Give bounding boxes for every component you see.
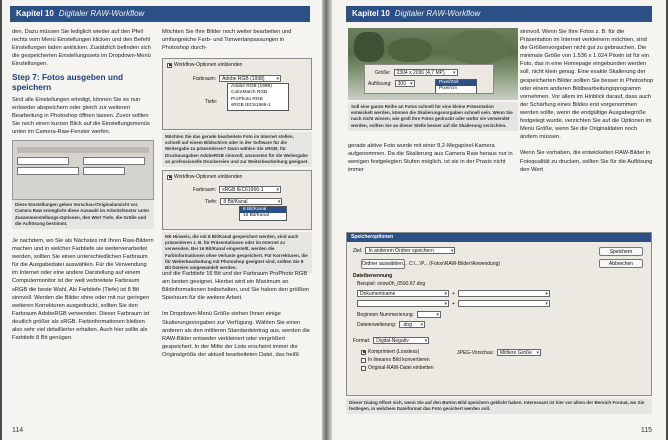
resolution-unit-menu <box>435 79 477 94</box>
linear-checkbox[interactable] <box>361 358 366 363</box>
jpeg-preview-label: JPEG-Vorschau: <box>457 349 494 356</box>
colorspace-menu <box>227 83 289 111</box>
menu-item[interactable]: ProPhoto RGB <box>231 96 263 102</box>
step-heading: Step 7: Fotos ausgeben und speichern <box>12 72 124 93</box>
size-select[interactable]: 2304 x 2036 (4,7 MP) ▾ <box>394 69 458 76</box>
figure-caption: Soll eine ganze Reihe an Fotos schnell für eine kleine Präsentation entwickelt werden, können die Skalierungsvorgaben schnell sein. Wenn Sie nach nicht wissen, wie groß Ihre Fotos gedruckt oder wofür sie verwendet werden, sollten Sie an dieser Stelle besser auf die Skalierung verzichten. <box>348 102 518 131</box>
workflow-options-dialog-2 <box>162 170 312 230</box>
option-label: In lineares Bild konvertieren <box>368 357 430 363</box>
colorspace-select[interactable]: sRGB IEC61966-1 ▾ <box>219 186 281 193</box>
chapter-header: Kapitel 10 Digitaler RAW-Workflow <box>10 6 310 22</box>
menu-item[interactable]: Adobe RGB (1998) <box>231 84 272 89</box>
name-field-1[interactable]: Dokumentname ▾ <box>357 290 449 297</box>
menu-item[interactable]: Pixel/Zoll <box>436 80 476 86</box>
embed-raw-checkbox[interactable] <box>361 366 366 371</box>
dialog-title: Workflow-Optionen einblenden <box>174 62 243 68</box>
colorspace-label: Farbraum: <box>193 75 217 82</box>
extension-label: Dateierweiterung: <box>357 321 397 328</box>
colorspace-select[interactable]: Adobe RGB (1998) ▾ <box>219 75 281 82</box>
paragraph: gerade aktive Foto wurde mit einer 8,2-Megapixel-Kamera aufgenommen. Da die Skalierung aus Camera Raw heraus nur in wenigen festgelegten Stufen möglich, ist sie in der Praxis nicht immer <box>348 143 513 174</box>
compressed-checkbox[interactable] <box>361 350 366 355</box>
naming-example: Beispiel: snow0h_0590.67.dng <box>357 281 426 287</box>
save-options-dialog: Speicheroptionen Ziel: In anderem Ordner speichern ▾ Ordner auswählen... C:\...\P... (Fotos\RAW-Bilder\Anwendung) Dateibenennung Beispiel: snow0h_0590.67.dng Dokumentname ▾ + ▾ ▾ + ▾ Beginnen Nummerierung: ▾ Dateierweiterung: .dng ▾ Format: Digital-Negativ ▾ Komprimiert (Lossless) In lineares Bild konvertieren Original-RAW-Datei einbetten JPEG-Vorschau: Mittlere Größe ▾ Speichern Abbrechen <box>346 232 652 396</box>
workflow-checkbox[interactable] <box>167 175 172 180</box>
depth-select[interactable]: 8 Bit/Kanal ▾ <box>220 198 282 205</box>
page-number: 114 <box>12 427 24 434</box>
numbering-label: Beginnen Nummerierung: <box>357 311 414 318</box>
dialog-titlebar: Speicheroptionen <box>347 233 651 242</box>
size-label: Größe: <box>375 69 391 76</box>
menu-item[interactable]: Pixel/cm <box>439 86 458 92</box>
option-label: Komprimiert (Lossless) <box>368 349 420 355</box>
target-label: Ziel: <box>353 247 363 254</box>
naming-section-title: Dateibenennung <box>353 273 393 279</box>
page-number: 115 <box>640 427 652 434</box>
workflow-options-dialog <box>162 58 312 130</box>
figure-caption: Dieser Dialog öffnet sich, wenn Sie auf den Button Bild speichern geklickt haben. Interessant ist hier vor allem der Bereich Format, wo Sie festlegen, in welchem Dateiformat das Foto gesichert werden soll. <box>346 398 652 414</box>
right-page <box>332 0 666 440</box>
colorspace-label: Farbraum: <box>193 186 217 193</box>
depth-label: Tiefe: <box>205 198 218 205</box>
book-gutter <box>322 0 332 440</box>
save-button[interactable]: Speichern <box>599 247 643 256</box>
jpeg-preview-select[interactable]: Mittlere Größe ▾ <box>497 349 541 356</box>
workflow-checkbox[interactable] <box>167 63 172 68</box>
name-field-3[interactable] <box>357 300 449 307</box>
dialog-title: Workflow-Optionen einblenden <box>174 174 243 180</box>
paragraph: und die Farbtiefe 16 Bit und der Farbraum ProPhoto RGB am besten geeignet. Hierbei wird ein Maximum an Bildinformationen beibehalten, und Sie haben den größten Spielraum für die weitere Arbeit. Im Dropdown-Menü Größe stehen Ihnen einige Skalierungsvorgaben zur Verfügung. Wählen Sie einen anderen als den mittleren Standardeintrag aus, werden die RAW-Bilder entweder verkleinert oder vergrößert gespeichert. In der Mitte der Liste erscheint immer die Originalgröße der aktuell bearbeiteten Datei, das heißt <box>162 271 310 358</box>
photo <box>348 28 518 100</box>
format-label: Format: <box>353 337 371 344</box>
paragraph: Je nachdem, wo Sie als Nächstes mit Ihren Raw-Bildern machen und in welcher Farbtiefe sie weiterverarbeitet werden, sollten Sie einen unterschiedlichen Farbraum für die Ausgabedatei auswählen. Für die Verwendung im Internet oder eine andere Darstellung auf einem Computermonitor ist der weit verbreitete Farbraum sRGB die beste Wahl. Als Farbtiefe (Tiefe) ist 8 Bit sinnvoll. Werden die Bilder ohne oder mit nur geringen weiteren Korrekturen ausgedruckt, sollten Sie den Farbraum AdobeRGB verwenden. Dieser Farbraum ist deutlich größer als sRGB. Farbinformationen bleiben also sehr viel detaillierter erhalten. Auch hier sollte als Farbtiefe 8 Bit genügen. <box>12 237 154 342</box>
format-select[interactable]: Digital-Negativ ▾ <box>373 337 429 344</box>
menu-item[interactable]: 16 Bit/Kanal <box>243 213 269 219</box>
target-select[interactable]: In anderem Ordner speichern ▾ <box>365 247 455 254</box>
figure-caption: Mit Hinweis, die mit 8 Bit/Kanal gespeichert werden, sind auch präsentieren z. B. für Präsentationen oder im Internet zu verwenden. Bei 16 Bit/Kanal eingestellt, werden die Farbinformationen ohne Verluste gespeichert. Für Korrekturen, die für Weiterbearbeitung mit Photoshop geeignet sind, sollten Sie 8 Bit Dateien umgewandelt werden. <box>162 232 312 273</box>
paragraph: Sind alle Einstellungen erledigt, können Sie es nun entweder abspeichern oder gleich zur weiteren Bearbeitung in Photoshop öffnen lassen. Zuvor sollten Sie noch einen kurzen Blick auf die Einstellungsmenüs unten im Camera-Raw-Fenster werfen. <box>12 96 150 136</box>
folder-path: C:\...\P... (Fotos\RAW-Bilder\Anwendung) <box>409 261 501 267</box>
resolution-input[interactable]: 300 ▾ <box>395 80 415 87</box>
left-column-2 <box>162 28 312 52</box>
extension-select[interactable]: .dng ▾ <box>399 321 425 328</box>
paragraph: den. Dazu müssen Sie lediglich wieder auf den Pfeil rechts vom Menü Einstellungen klicken und den Befehl Einstellungen laden anklicken. Zusätzlich befinden sich die gespeicherten Einstellungssets im Dropdown-Menü Einstellungen. <box>12 29 151 68</box>
size-dialog <box>364 64 494 94</box>
cancel-button[interactable]: Abbrechen <box>599 259 643 268</box>
left-column-1 <box>12 28 154 342</box>
option-label: Original-RAW-Datei einbetten <box>368 365 434 371</box>
left-page <box>2 0 322 440</box>
numbering-input[interactable] <box>417 311 441 318</box>
figure-caption: Diese Einstellungen geben Vorschau-/Originalansicht vor. Camera Raw ermöglicht diese Auswahl im Arbeitsfenster unter Zusammenstellungs-Optionen, den Wert Tiefe, die Größe und die Auflösung bestimmt. <box>12 200 154 229</box>
depth-menu <box>239 206 287 221</box>
chapter-header: Kapitel 10 Digitaler RAW-Workflow <box>346 6 652 22</box>
screenshot-placeholder <box>12 140 154 200</box>
paragraph: Möchten Sie Ihre Bilder noch weiter bearbeiten und umfangreiche Farb- und Tonwertanpassungen in Photoshop durch- <box>162 29 292 52</box>
figure-caption: Möchten Sie das gerade bearbeitete Foto im Internet stellen, schnell auf einem Bildschirm oder in der Software für die Weitergabe zu präsentieren? Dann wählen Sie sRGB; für Druckausgaben AdobeRGB sinnvoll; ansonsten für die Weitergabe an professionelle Druckereien und zur Weiterbearbeitung geeignet. <box>162 132 312 167</box>
right-column-2: sinnvoll. Wenn Sie Ihre Fotos z. B. für die Präsentation im Internet verkleinern möchten, sind die Größenvorgaben nicht gut zu gebrauchen. Die minimale Größe von 1.536 x 1.024 Pixeln ist für ein Foto, das in eine Homepage eingebunden werden soll, nicht klein genug. Eine exakte Skalierung der gespeicherten Bilder sollten Sie besser in Photoshop oder einem anderen Bildbearbeitungsprogramm vornehmen. Vor allem im Hinblick darauf, dass auch der Schärfung eines Bildes erst vorgenommen werden sollte, wenn die endgültige Ausgabegröße festgelegt wurde, verzichten Sie auf die Optionen im Menü Größe, wenn Sie die Originaldaten noch ändern müssen. Wenn Sie vorhaben, die entwickelten RAW-Bilder in Fotoqualität zu drucken, sollten Sie für die Auflösung den Wert <box>520 29 654 173</box>
name-field-2[interactable] <box>458 290 550 297</box>
menu-item[interactable]: ColorMatch RGB <box>231 90 268 96</box>
menu-item[interactable]: sRGB IEC61966-1 <box>231 103 271 109</box>
name-field-4[interactable] <box>458 300 550 307</box>
choose-folder-button[interactable]: Ordner auswählen... <box>362 261 408 267</box>
resolution-label: Auflösung: <box>368 80 392 87</box>
depth-label: Tiefe: <box>205 99 218 105</box>
menu-item[interactable]: 8 Bit/Kanal <box>240 207 286 213</box>
